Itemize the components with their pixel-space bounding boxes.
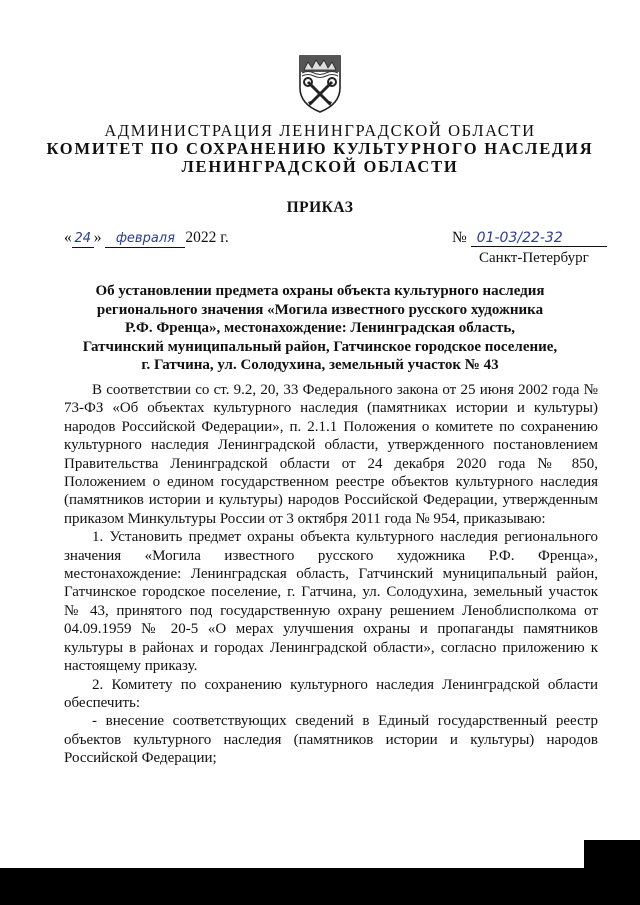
order-subject	[70, 282, 570, 375]
subject-line: регионального значения «Могила известного русского художника	[96, 301, 544, 318]
subject-line: Гатчинский муниципальный район, Гатчинское городское поселение,	[82, 338, 558, 355]
city: Санкт-Петербург	[479, 250, 589, 266]
coat-of-arms-emblem	[296, 52, 344, 114]
order-title: ПРИКАЗ	[286, 199, 354, 216]
date-day-handwritten: 24	[72, 231, 94, 248]
number-value-handwritten: 01-03/22-32	[471, 230, 607, 247]
subject-line: Р.Ф. Френца», местонахождение: Ленинградская область,	[124, 320, 516, 336]
date-open-quote: «	[64, 229, 72, 246]
date-month-handwritten: февраля	[105, 231, 185, 248]
scan-edge-shadow	[584, 840, 640, 868]
header-administration: АДМИНИСТРАЦИЯ ЛЕНИНГРАДСКОЙ ОБЛАСТИ	[104, 121, 536, 140]
header-region: ЛЕНИНГРАДСКОЙ ОБЛАСТИ	[181, 157, 459, 176]
order-number	[452, 229, 607, 247]
number-prefix: №	[452, 229, 467, 246]
subject-line: Об установлении предмета охраны объекта культурного наследия	[95, 283, 545, 299]
order-date	[64, 229, 229, 248]
subject-line: г. Гатчина, ул. Солодухина, земельный участок № 43	[141, 357, 499, 373]
header-committee: КОМИТЕТ ПО СОХРАНЕНИЮ КУЛЬТУРНОГО НАСЛЕДИЯ	[46, 139, 594, 158]
date-year: 2022 г.	[185, 229, 229, 246]
order-body	[64, 381, 598, 768]
clause-2-paragraph: 2. Комитету по сохранению культурного наследия Ленинградской области обеспечить:	[64, 676, 598, 711]
clause-2-item-paragraph: - внесение соответствующих сведений в Единый государственный реестр объектов культурного наследия (памятников истории и культуры) народов Российской Федерации;	[64, 713, 598, 767]
clause-1-paragraph: 1. Установить предмет охраны объекта культурного наследия регионального значения «Могила известного русского художника Р.Ф. Френца», местонахождение: Ленинградская область, Гатчинский муниципальный район, Гатчинское городское поселение, г. Гатчина, ул. Солодухина, земельный участок № 43, принятого под государственную охрану решением Леноблисполкома от 04.09.1959 № 20-5 «О мерах улучшения охраны и пропаганды памятников культуры в районах и городах Ленинградской области», согласно приложению к настоящему приказу.	[64, 529, 598, 675]
preamble-paragraph: В соответствии со ст. 9.2, 20, 33 Федерального закона от 25 июня 2002 года № 73-ФЗ «Об объектах культурного наследия (памятниках истории и культуры) народов Российской Федерации», п. 2.1.1 Положения о комитете по сохранению культурного наследия Ленинградской области, утвержденного постановлением Правительства Ленинградской области от 24 декабря 2020 года № 850, Положением о едином государственном реестре объектов культурного наследия (памятников истории и культуры) народов Российской Федерации, утвержденным приказом Минкультуры России от 3 октября 2011 года № 954, приказываю:	[64, 382, 598, 527]
date-close-quote: »	[93, 229, 102, 246]
scan-bottom-band	[0, 868, 640, 905]
